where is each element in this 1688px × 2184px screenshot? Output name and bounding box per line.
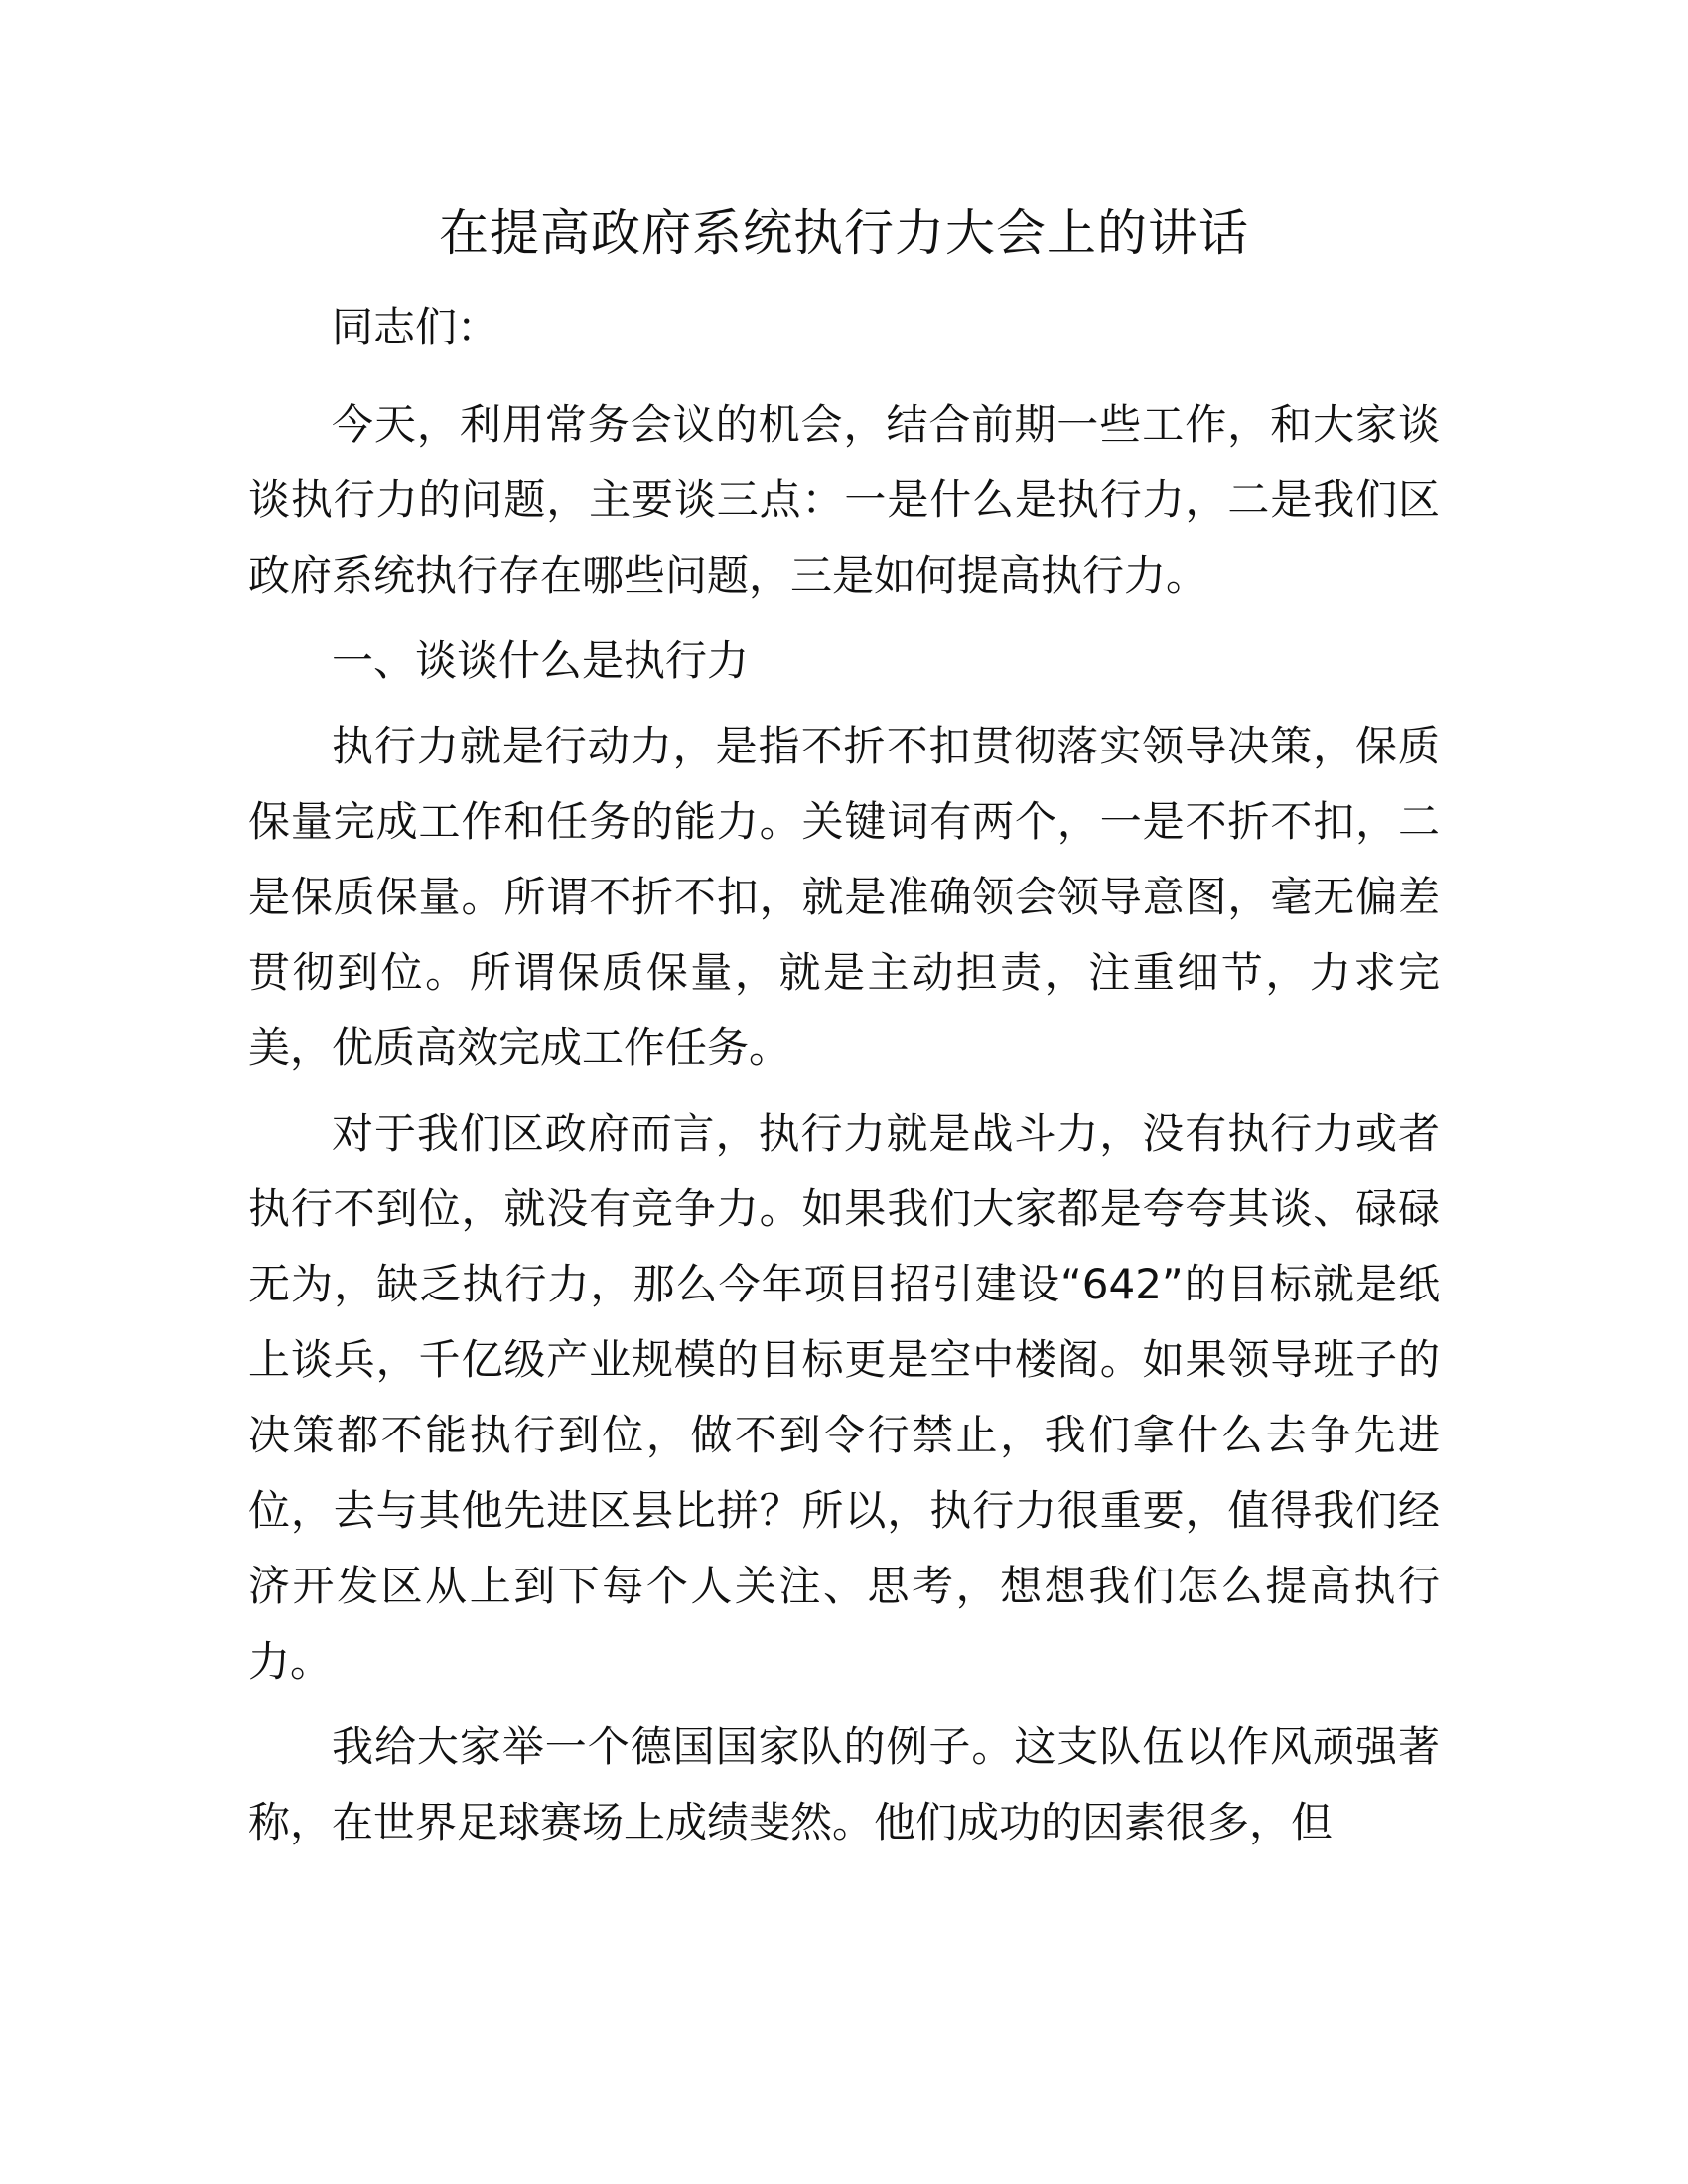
section-heading-1: 一、谈谈什么是执行力 [332,636,750,685]
document-title: 在提高政府系统执行力大会上的讲话 [439,205,1249,262]
document-page [248,189,1440,1870]
salutation: 同志们： [332,303,499,351]
section1-paragraph-3: 我给大家举一个德国国家队的例子。这支队伍以作风顽强著称，在世界足球赛场上成绩斐然。他们成功的因素很多，但 [248,1722,1440,1846]
intro-paragraph: 今天，利用常务会议的机会，结合前期一些工作，和大家谈谈执行力的问题，主要谈三点：一是什么是执行力，二是我们区政府系统执行存在哪些问题，三是如何提高执行力。 [248,400,1440,600]
section1-paragraph-1: 执行力就是行动力，是指不折不扣贯彻落实领导决策，保质保量完成工作和任务的能力。关键词有两个，一是不折不扣，二是保质保量。所谓不折不扣，就是准确领会领导意图，毫无偏差贯彻到位。所谓保质保量，就是主动担责，注重细节，力求完美，优质高效完成工作任务。 [248,722,1440,1072]
section1-paragraph-2: 对于我们区政府而言，执行力就是战斗力，没有执行力或者执行不到位，就没有竞争力。如果我们大家都是夸夸其谈、碌碌无为，缺乏执行力，那么今年项目招引建设“642”的目标就是纸上谈兵，千亿级产业规模的目标更是空中楼阁。如果领导班子的决策都不能执行到位，做不到令行禁止，我们拿什么去争先进位，去与其他先进区县比拼？所以，执行力很重要，值得我们经济开发区从上到下每个人关注、思考，想想我们怎么提高执行力。 [248,1109,1440,1686]
